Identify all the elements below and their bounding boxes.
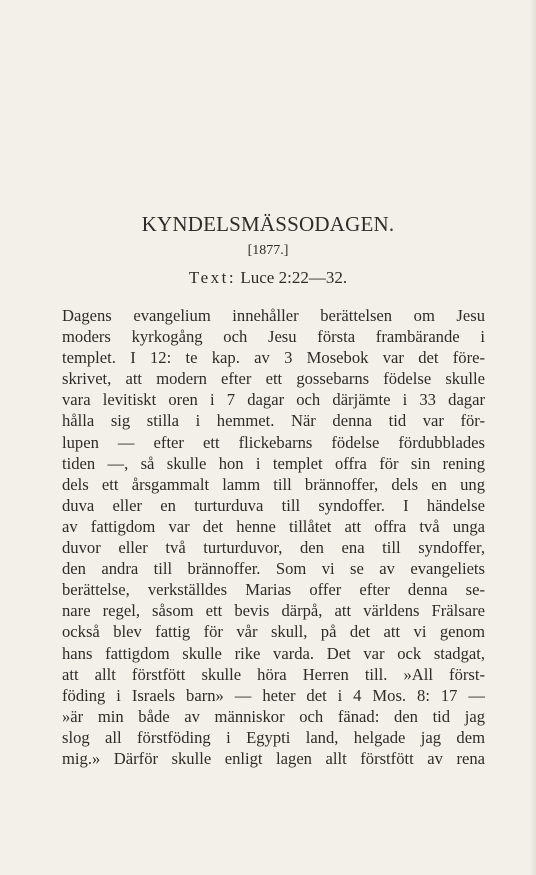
scripture-reference: [0, 268, 536, 288]
body-line: duva eller en turturduva till syndoffer. I händelse: [62, 495, 485, 515]
body-line: templet. I 12: te kap. av 3 Mosebok var det före-: [62, 348, 485, 368]
body-line: Dagens evangelium innehåller berättelsen om Jesu: [62, 306, 485, 325]
body-line: »är min både av människor och fänad: den tid jag: [62, 706, 485, 726]
body-line: berättelse, verkställdes Marias offer efter denna se-: [62, 580, 485, 600]
body-line: duvor eller två turturduvor, den ena till syndoffer,: [62, 538, 485, 558]
body-line: vara levitiskt oren i 7 dagar och därjämte i 33 dagar: [62, 390, 485, 410]
body-line: lupen — efter ett flickebarns födelse fördubblades: [62, 432, 485, 452]
body-line: dels ett årsgammalt lamm till brännoffer, dels en ung: [62, 474, 485, 494]
body-line: att allt förstfött skulle höra Herren till. »All först-: [62, 664, 485, 684]
body-line: också blev fattig för vår skull, på det att vi genom: [62, 622, 485, 642]
body-line: skrivet, att modern efter ett gossebarns födelse skulle: [62, 369, 485, 389]
body-line: föding i Israels barn» — heter det i 4 Mos. 8: 17 —: [62, 685, 485, 705]
body-line: den andra till brännoffer. Som vi se av evangeliets: [62, 559, 485, 579]
body-paragraph: [62, 305, 485, 769]
text-label: Text:: [188, 268, 237, 287]
body-line: hans fattigdom skulle rike varda. Det var ock stadgat,: [62, 643, 485, 663]
body-line: hålla sig stilla i hemmet. När denna tid var för-: [62, 411, 485, 431]
year-label: [1877.]: [247, 243, 289, 258]
body-line: mig.» Därför skulle enligt lagen allt förstfött av rena: [62, 748, 485, 768]
body-line: slog all förstföding i Egypti land, helgade jag dem: [62, 727, 485, 747]
page-edge: [530, 0, 536, 875]
page-title: KYNDELSMÄSSODAGEN.: [141, 212, 395, 236]
body-line: moders kyrkogång och Jesu första frambärande i: [62, 327, 485, 347]
body-line: tiden —, så skulle hon i templet offra för sin rening: [62, 453, 485, 473]
body-line: av fattigdom var det henne tillåtet att offra två unga: [62, 516, 485, 536]
text-reference-value: Luce 2:22—32.: [240, 268, 348, 287]
body-line: nare regel, såsom ett bevis därpå, att världens Frälsare: [62, 601, 485, 621]
